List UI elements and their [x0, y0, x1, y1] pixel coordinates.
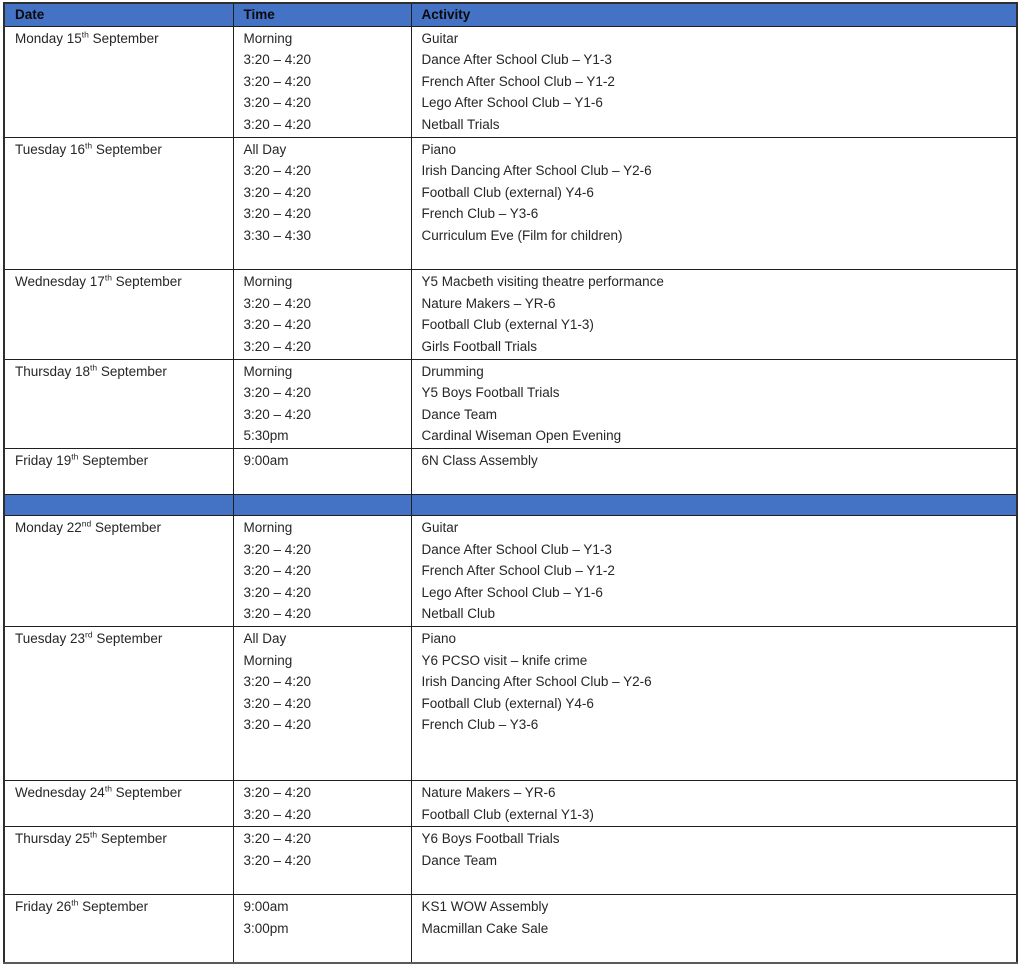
table-row: [4, 448, 1017, 494]
activity-line: Curriculum Eve (Film for children): [421, 227, 623, 243]
activity-cell: [411, 781, 1017, 827]
date-cell: [4, 627, 233, 781]
activity-line: Irish Dancing After School Club – Y2-6: [421, 163, 652, 179]
date-cell: [4, 516, 233, 627]
time-line: 3:20 – 4:20: [243, 73, 312, 89]
activity-line: Y6 Boys Football Trials: [421, 831, 560, 847]
time-line: 3:20 – 4:20: [243, 695, 312, 711]
time-line: 5:30pm: [243, 428, 289, 444]
time-line: [244, 872, 405, 894]
ordinal-suffix: th: [104, 783, 112, 794]
schedule-table: [3, 2, 1018, 964]
date-cell: [4, 270, 233, 359]
table-row: [4, 137, 1017, 270]
table-row: [4, 627, 1017, 781]
activity-line: French Club – Y3-6: [421, 206, 539, 222]
activity-line: [422, 471, 1011, 493]
activity-line: Lego After School Club – Y1-6: [421, 95, 603, 111]
date-text: Friday 26th September: [15, 897, 149, 915]
activity-line: Y5 Macbeth visiting theatre performance: [421, 274, 664, 290]
table-row: [4, 895, 1017, 963]
time-line: All Day: [243, 141, 287, 157]
time-line: All Day: [243, 631, 287, 647]
activity-cell: [411, 827, 1017, 895]
date-text: Friday 19th September: [15, 451, 149, 468]
date-cell: [4, 781, 233, 827]
time-line: 3:20 – 4:20: [243, 295, 312, 311]
activity-line: Y6 PCSO visit – knife crime: [421, 652, 588, 668]
activity-cell: [411, 895, 1017, 963]
activity-cell: [411, 26, 1017, 137]
separator-cell: [411, 495, 1017, 516]
time-line: Morning: [243, 652, 293, 668]
activity-line: [422, 872, 1011, 894]
schedule-body: [4, 26, 1017, 963]
time-line: 3:20 – 4:20: [243, 785, 312, 801]
table-header: [4, 3, 1017, 26]
activity-line: 6N Class Assembly: [421, 452, 538, 468]
activity-line: Football Club (external) Y4-6: [421, 695, 594, 711]
time-line: 3:20 – 4:20: [243, 317, 312, 333]
separator-cell: [4, 495, 233, 516]
activity-line: [422, 939, 1011, 961]
date-cell: [4, 26, 233, 137]
time-line: [244, 736, 405, 758]
time-line: 3:20 – 4:20: [243, 52, 312, 68]
time-line: 3:20 – 4:20: [243, 406, 312, 422]
time-line: 3:20 – 4:20: [243, 674, 312, 690]
activity-line: Nature Makers – YR-6: [421, 785, 556, 801]
time-line: 3:20 – 4:20: [243, 385, 312, 401]
activity-line: Dance Team: [421, 852, 498, 868]
activity-line: Irish Dancing After School Club – Y2-6: [421, 674, 652, 690]
time-line: Morning: [243, 363, 293, 379]
activity-line: Netball Trials: [421, 116, 500, 132]
table-row: [4, 26, 1017, 137]
date-text: Thursday 18th September: [15, 362, 167, 379]
date-cell: [4, 895, 233, 963]
activity-cell: [411, 270, 1017, 359]
time-line: 3:20 – 4:20: [243, 338, 312, 354]
date-text: Tuesday 23rd September: [15, 629, 163, 647]
activity-line: Girls Football Trials: [421, 338, 538, 354]
time-line: 9:00am: [243, 452, 289, 468]
activity-line: Dance After School Club – Y1-3: [421, 541, 612, 557]
time-line: 3:20 – 4:20: [243, 584, 312, 600]
time-cell: [233, 270, 411, 359]
activity-cell: [411, 137, 1017, 270]
separator-cell: [233, 495, 411, 516]
time-line: 3:30 – 4:30: [243, 227, 312, 243]
activity-line: French After School Club – Y1-2: [421, 73, 615, 89]
time-line: 3:20 – 4:20: [243, 541, 312, 557]
activity-line: Y5 Boys Football Trials: [421, 385, 560, 401]
time-line: 3:20 – 4:20: [243, 163, 312, 179]
activity-cell: [411, 359, 1017, 448]
activity-line: Dance Team: [421, 406, 498, 422]
time-cell: [233, 448, 411, 494]
table-row: [4, 359, 1017, 448]
time-cell: [233, 895, 411, 963]
time-line: 3:00pm: [243, 920, 289, 936]
activity-line: KS1 WOW Assembly: [421, 899, 549, 915]
time-line: [244, 758, 405, 780]
ordinal-suffix: th: [71, 451, 79, 462]
time-cell: [233, 516, 411, 627]
activity-line: Guitar: [421, 30, 459, 46]
table-row: [4, 781, 1017, 827]
time-line: Morning: [243, 274, 293, 290]
activity-line: French After School Club – Y1-2: [421, 563, 615, 579]
date-cell: [4, 137, 233, 270]
header-row: [4, 3, 1017, 26]
header-date: Date: [4, 3, 233, 26]
activity-line: Dance After School Club – Y1-3: [421, 52, 612, 68]
time-line: 3:20 – 4:20: [243, 806, 312, 822]
time-cell: [233, 827, 411, 895]
activity-line: French Club – Y3-6: [421, 717, 539, 733]
activity-line: Guitar: [421, 520, 459, 536]
time-cell: [233, 781, 411, 827]
activity-line: Nature Makers – YR-6: [421, 295, 556, 311]
activity-cell: [411, 448, 1017, 494]
time-line: 3:20 – 4:20: [243, 831, 312, 847]
table-row: [4, 270, 1017, 359]
time-line: 9:00am: [243, 899, 289, 915]
activity-line: Piano: [421, 631, 457, 647]
separator-row: [4, 495, 1017, 516]
time-line: Morning: [243, 30, 293, 46]
activity-line: Piano: [421, 141, 457, 157]
time-line: [244, 247, 405, 269]
time-line: [244, 471, 405, 493]
activity-line: Football Club (external Y1-3): [421, 317, 594, 333]
time-line: [244, 939, 405, 961]
date-text: Wednesday 24th September: [15, 783, 182, 801]
ordinal-suffix: th: [85, 140, 93, 151]
ordinal-suffix: nd: [81, 518, 92, 529]
time-line: 3:20 – 4:20: [243, 563, 312, 579]
ordinal-suffix: th: [90, 829, 98, 840]
activity-line: [422, 247, 1011, 269]
time-line: 3:20 – 4:20: [243, 606, 312, 622]
time-line: 3:20 – 4:20: [243, 184, 312, 200]
ordinal-suffix: th: [71, 897, 79, 908]
activity-line: Netball Club: [421, 606, 496, 622]
date-text: Monday 15th September: [15, 29, 159, 46]
activity-line: Football Club (external) Y4-6: [421, 184, 594, 200]
header-activity: Activity: [411, 3, 1017, 26]
activity-line: Drumming: [421, 363, 484, 379]
table-row: [4, 516, 1017, 627]
table-row: [4, 827, 1017, 895]
date-text: Monday 22nd September: [15, 518, 162, 536]
time-line: 3:20 – 4:20: [243, 717, 312, 733]
time-cell: [233, 627, 411, 781]
activity-line: Macmillan Cake Sale: [421, 920, 549, 936]
date-cell: [4, 359, 233, 448]
activity-line: [422, 736, 1011, 758]
time-line: 3:20 – 4:20: [243, 206, 312, 222]
time-cell: [233, 26, 411, 137]
time-line: 3:20 – 4:20: [243, 116, 312, 132]
date-cell: [4, 448, 233, 494]
activity-line: Football Club (external Y1-3): [421, 806, 594, 822]
ordinal-suffix: th: [81, 29, 89, 40]
time-line: 3:20 – 4:20: [243, 95, 312, 111]
activity-cell: [411, 516, 1017, 627]
ordinal-suffix: th: [90, 362, 98, 372]
activity-cell: [411, 627, 1017, 781]
time-cell: [233, 359, 411, 448]
date-text: Tuesday 16th September: [15, 140, 162, 157]
ordinal-suffix: th: [104, 272, 112, 283]
date-text: Thursday 25th September: [15, 829, 167, 847]
time-line: Morning: [243, 520, 293, 536]
activity-line: Cardinal Wiseman Open Evening: [421, 428, 622, 444]
time-line: 3:20 – 4:20: [243, 852, 312, 868]
date-text: Wednesday 17th September: [15, 272, 182, 290]
activity-line: Lego After School Club – Y1-6: [421, 584, 603, 600]
date-cell: [4, 827, 233, 895]
activity-line: [422, 758, 1011, 780]
header-time: Time: [233, 3, 411, 26]
time-cell: [233, 137, 411, 270]
ordinal-suffix: rd: [85, 629, 93, 640]
